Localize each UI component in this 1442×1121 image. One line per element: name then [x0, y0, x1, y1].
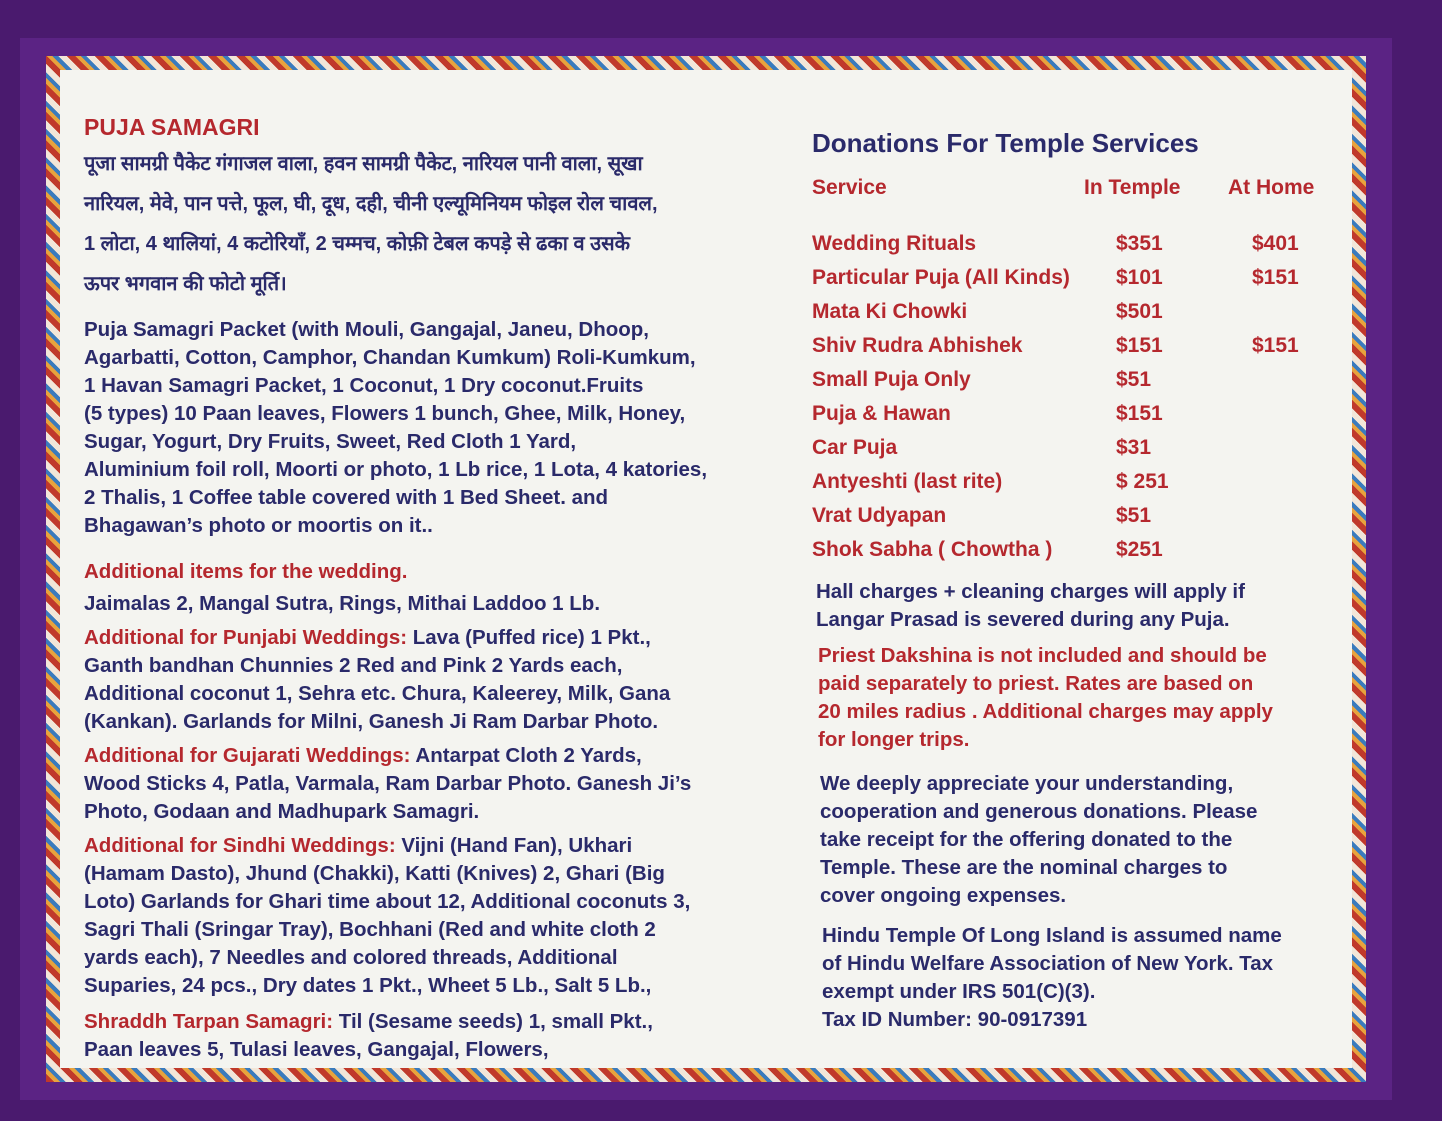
hindi-text — [84, 144, 794, 304]
punjabi-section — [84, 624, 794, 736]
service-row — [812, 436, 1372, 466]
col-service: Service — [812, 176, 887, 199]
service-temple-price: $251 — [1116, 538, 1163, 561]
appreciation-note — [820, 770, 1372, 910]
service-temple-price: $51 — [1116, 504, 1152, 527]
priest-dakshina-note — [818, 642, 1372, 754]
priest-line: Priest Dakshina is not included and should be — [818, 644, 1267, 667]
sindhi-line: yards each), 7 Needles and colored threads, Additional — [84, 946, 618, 969]
appreciate-line: take receipt for the offering donated to the — [820, 828, 1233, 851]
service-name: Small Puja Only — [812, 368, 971, 391]
col-at-home: At Home — [1228, 176, 1315, 199]
service-name: Car Puja — [812, 436, 898, 459]
service-temple-price: $501 — [1116, 300, 1163, 323]
shraddh-line: Paan leaves 5, Tulasi leaves, Gangajal, Flowers, — [84, 1038, 549, 1061]
col-in-temple: In Temple — [1084, 176, 1181, 199]
decorative-border — [46, 56, 1366, 1082]
service-temple-price: $351 — [1116, 232, 1163, 255]
service-home-price: $401 — [1252, 232, 1299, 255]
service-temple-price: $51 — [1116, 368, 1152, 391]
hall-line: Hall charges + cleaning charges will apply if — [816, 580, 1245, 603]
appreciate-line: We deeply appreciate your understanding, — [820, 772, 1234, 795]
english-line: 2 Thalis, 1 Coffee table covered with 1 Bed Sheet. and — [84, 486, 609, 509]
hall-charges-note — [816, 578, 1372, 634]
english-text — [84, 316, 794, 540]
service-row — [812, 232, 1372, 262]
service-temple-price: $101 — [1116, 266, 1163, 289]
purple-frame — [20, 38, 1392, 1100]
sindhi-line: Suparies, 24 pcs., Dry dates 1 Pkt., Wheet 5 Lb., Salt 5 Lb., — [84, 974, 652, 997]
gujarati-section — [84, 742, 794, 826]
service-name: Wedding Rituals — [812, 232, 977, 255]
service-temple-price: $31 — [1116, 436, 1152, 459]
gujarati-line: Wood Sticks 4, Patla, Varmala, Ram Darbar Photo. Ganesh Ji’s — [84, 772, 692, 795]
shraddh-line: Til (Sesame seeds) 1, small Pkt., — [333, 1010, 653, 1033]
service-name: Puja & Hawan — [812, 402, 951, 425]
donations-title: Donations For Temple Services — [812, 128, 1199, 158]
wedding-line: Jaimalas 2, Mangal Sutra, Rings, Mithai Laddoo 1 Lb. — [84, 592, 601, 615]
service-row — [812, 266, 1372, 296]
service-home-price: $151 — [1252, 334, 1299, 357]
hindi-line: पूजा सामग्री पैकेट गंगाजल वाला, हवन सामग्री पैकेट, नारियल पानी वाला, सूखा — [84, 153, 643, 175]
appreciate-line: cover ongoing expenses. — [820, 884, 1067, 907]
puja-samagri-title: PUJA SAMAGRI — [84, 114, 260, 140]
hindi-line: 1 लोटा, 4 थालियां, 4 कटोरियाँ, 2 चम्मच, कोफ़ी टेबल कपड़े से ढका व उसके — [84, 233, 630, 255]
temple-line: Hindu Temple Of Long Island is assumed name — [822, 924, 1282, 947]
hindi-line: नारियल, मेवे, पान पत्ते, फूल, घी, दूध, दही, चीनी एल्यूमिनियम फोइल रोल चावल, — [84, 193, 658, 215]
service-row — [812, 334, 1372, 364]
punjabi-line: Additional coconut 1, Sehra etc. Chura, Kaleerey, Milk, Gana — [84, 682, 671, 705]
service-row — [812, 470, 1372, 500]
sindhi-line: Vijni (Hand Fan), Ukhari — [395, 834, 633, 857]
priest-line: paid separately to priest. Rates are based on — [818, 672, 1254, 695]
sindhi-line: Loto) Garlands for Ghari time about 12, Additional coconuts 3, — [84, 890, 691, 913]
english-line: Aluminium foil roll, Moorti or photo, 1 Lb rice, 1 Lota, 4 katories, — [84, 458, 708, 481]
service-name: Vrat Udyapan — [812, 504, 947, 527]
wedding-title: Additional items for the wedding. — [84, 560, 408, 583]
notice-paper — [60, 70, 1352, 1068]
punjabi-label: Additional for Punjabi Weddings: — [84, 626, 408, 649]
sindhi-line: Sagri Thali (Sringar Tray), Bochhani (Red and white cloth 2 — [84, 918, 656, 941]
gujarati-line: Antarpat Cloth 2 Yards, — [410, 744, 642, 767]
temple-line: exempt under IRS 501(C)(3). — [822, 980, 1096, 1003]
service-home-price: $151 — [1252, 266, 1299, 289]
shraddh-label: Shraddh Tarpan Samagri: — [84, 1010, 334, 1033]
service-table-header — [812, 176, 1372, 206]
gujarati-label: Additional for Gujarati Weddings: — [84, 744, 411, 767]
temple-line: of Hindu Welfare Association of New York. Tax — [822, 952, 1274, 975]
service-temple-price: $ 251 — [1116, 470, 1169, 493]
service-temple-price: $151 — [1116, 334, 1163, 357]
punjabi-line: (Kankan). Garlands for Milni, Ganesh Ji Ram Darbar Photo. — [84, 710, 659, 733]
temple-line: Tax ID Number: 90-0917391 — [822, 1008, 1088, 1031]
sindhi-line: (Hamam Dasto), Jhund (Chakki), Katti (Knives) 2, Ghari (Big — [84, 862, 665, 885]
service-row — [812, 368, 1372, 398]
punjabi-line: Ganth bandhan Chunnies 2 Red and Pink 2 Yards each, — [84, 654, 623, 677]
service-name: Antyeshti (last rite) — [812, 470, 1003, 493]
english-line: 1 Havan Samagri Packet, 1 Coconut, 1 Dry coconut.Fruits — [84, 374, 644, 397]
shraddh-section — [84, 1008, 794, 1064]
english-line: Sugar, Yogurt, Dry Fruits, Sweet, Red Cloth 1 Yard, — [84, 430, 577, 453]
english-line: Agarbatti, Cotton, Camphor, Chandan Kumkum) Roli-Kumkum, — [84, 346, 696, 369]
punjabi-line: Lava (Puffed rice) 1 Pkt., — [407, 626, 651, 649]
priest-line: 20 miles radius . Additional charges may apply — [818, 700, 1273, 723]
english-line: (5 types) 10 Paan leaves, Flowers 1 bunch, Ghee, Milk, Honey, — [84, 402, 686, 425]
service-row — [812, 538, 1372, 568]
service-row — [812, 300, 1372, 330]
service-table — [812, 232, 1372, 572]
service-name: Particular Puja (All Kinds) — [812, 266, 1070, 289]
service-row — [812, 402, 1372, 432]
hall-line: Langar Prasad is severed during any Puja. — [816, 608, 1230, 631]
gujarati-line: Photo, Godaan and Madhupark Samagri. — [84, 800, 480, 823]
english-line: Bhagawan’s photo or moortis on it.. — [84, 514, 433, 537]
sindhi-section — [84, 832, 794, 1000]
temple-info-note — [822, 922, 1372, 1034]
service-temple-price: $151 — [1116, 402, 1163, 425]
service-name: Shok Sabha ( Chowtha ) — [812, 538, 1053, 561]
sindhi-label: Additional for Sindhi Weddings: — [84, 834, 396, 857]
appreciate-line: Temple. These are the nominal charges to — [820, 856, 1228, 879]
priest-line: for longer trips. — [818, 728, 970, 751]
appreciate-line: cooperation and generous donations. Please — [820, 800, 1258, 823]
service-name: Shiv Rudra Abhishek — [812, 334, 1023, 357]
service-name: Mata Ki Chowki — [812, 300, 968, 323]
service-row — [812, 504, 1372, 534]
english-line: Puja Samagri Packet (with Mouli, Gangajal, Janeu, Dhoop, — [84, 318, 650, 341]
hindi-line: ऊपर भगवान की फोटो मूर्ति। — [84, 273, 287, 295]
